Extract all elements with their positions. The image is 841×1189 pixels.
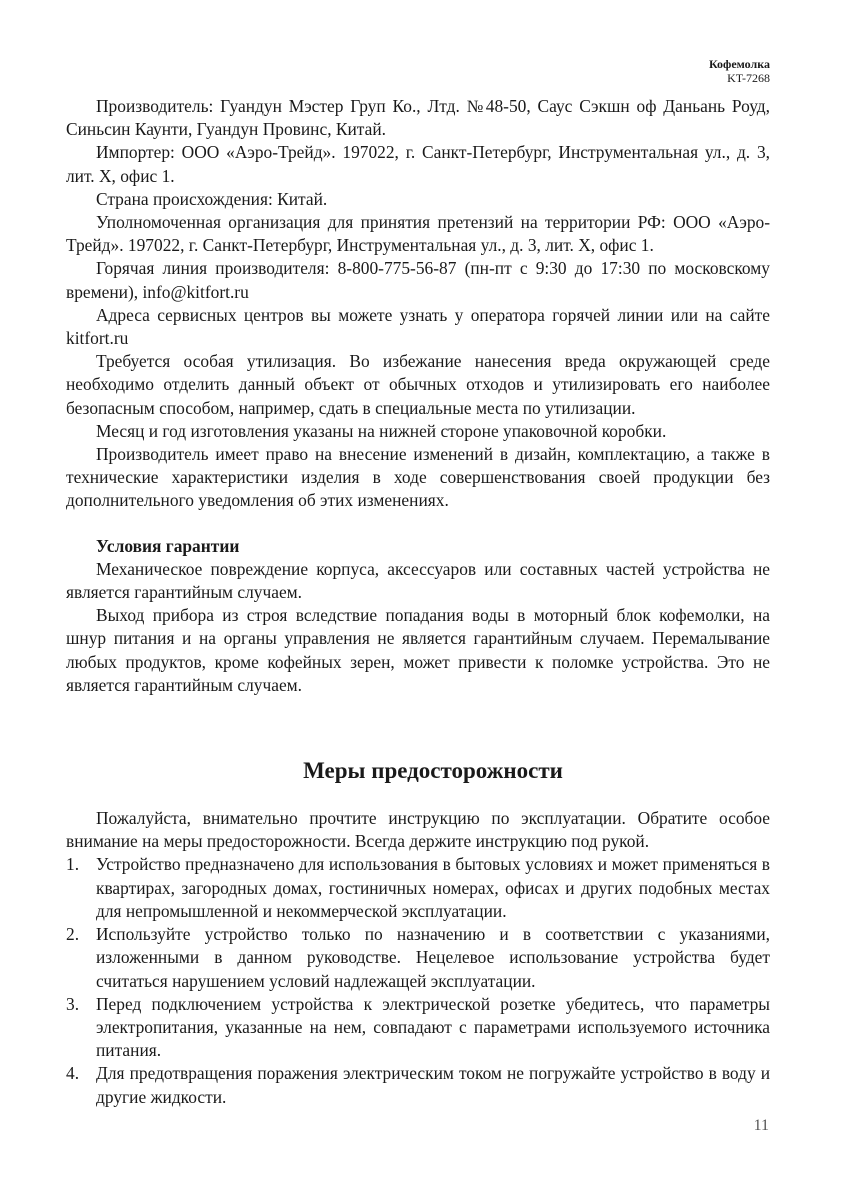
service-centers-paragraph: Адреса сервисных центров вы можете узнать у оператора горячей линии или на сайте kitfort.ru bbox=[66, 304, 770, 349]
list-item-number: 4. bbox=[66, 1063, 80, 1084]
warranty-title: Условия гарантии bbox=[96, 535, 240, 556]
page-number: 11 bbox=[753, 1117, 769, 1134]
header-model-number: KT-7268 bbox=[727, 71, 770, 85]
warranty-paragraph: Выход прибора из строя вследствие попадания воды в моторный блок кофемолки, на шнур питания и на органы управления не является гарантийным случаем. Перемалывание любых продуктов, кроме кофейных зерен, может привести к поломке устройства. Это не является гарантийным случаем. bbox=[66, 605, 770, 695]
importer-paragraph: Импортер: ООО «Аэро-Трейд». 197022, г. Санкт-Петербург, Инструментальная ул., д. 3, лит. Х, офис 1. bbox=[66, 142, 770, 186]
list-item bbox=[66, 853, 770, 923]
changes-notice-paragraph: Производитель имеет право на внесение изменений в дизайн, комплектацию, а также в технические характеристики изделия в ходе совершенствования своей продукции без дополнительного уведомления об этих изменениях. bbox=[66, 444, 770, 511]
safety-intro-paragraph: Пожалуйста, внимательно прочтите инструкцию по эксплуатации. Обратите особое внимание на меры предосторожности. Всегда держите инструкцию под рукой. bbox=[66, 808, 770, 852]
list-item bbox=[66, 923, 770, 993]
list-item-text: Перед подключением устройства к электрической розетке убедитесь, что параметры электропитания, указанные на нем, совпадают с параметрами используемого источника питания. bbox=[96, 993, 770, 1061]
list-item-text: Используйте устройство только по назначению и в соответствии с указаниями, изложенными в данном руководстве. Нецелевое использование устройства будет считаться нарушением условий надлежащей эксплуатации. bbox=[96, 924, 770, 991]
running-header bbox=[709, 57, 770, 85]
list-item bbox=[66, 1062, 770, 1108]
hotline-paragraph: Горячая линия производителя: 8-800-775-56-87 (пн-пт с 9:30 до 17:30 по московскому времени), info@kitfort.ru bbox=[66, 258, 770, 302]
safety-title: Меры предосторожности bbox=[303, 758, 563, 784]
disposal-paragraph: Требуется особая утилизация. Во избежание нанесения вреда окружающей среде необходимо отделить данный объект от обычных отходов и утилизировать его наиболее безопасным способом, например, сдать в специальные места по утилизации. bbox=[66, 351, 770, 418]
claims-organization-paragraph: Уполномоченная организация для принятия претензий на территории РФ: ООО «Аэро-Трейд». 197022, г. Санкт-Петербург, Инструментальная ул., д. 3, лит. Х, офис 1. bbox=[66, 212, 770, 256]
header-product-name: Кофемолка bbox=[708, 57, 770, 71]
list-item-number: 2. bbox=[66, 924, 80, 945]
origin-paragraph: Страна происхождения: Китай. bbox=[96, 188, 328, 209]
manufacture-date-paragraph: Месяц и год изготовления указаны на нижней стороне упаковочной коробки. bbox=[96, 420, 667, 441]
list-item-number: 1. bbox=[66, 854, 80, 875]
list-item-text: Для предотвращения поражения электрическим током не погружайте устройство в воду и другие жидкости. bbox=[96, 1063, 770, 1107]
manufacturer-paragraph: Производитель: Гуандун Мэстер Груп Ко., Лтд. №48-50, Саус Сэкшн оф Даньань Роуд, Синьсин Каунти, Гуандун Провинс, Китай. bbox=[66, 96, 770, 140]
list-item bbox=[66, 993, 770, 1063]
safety-rules-list bbox=[66, 853, 770, 1108]
page-body bbox=[66, 95, 770, 1109]
list-item-number: 3. bbox=[66, 993, 80, 1014]
warranty-paragraph: Механическое повреждение корпуса, аксессуаров или составных частей устройства не является гарантийным случаем. bbox=[66, 558, 770, 603]
list-item-text: Устройство предназначено для использования в бытовых условиях и может применяться в квартирах, загородных домах, гостиничных номерах, офисах и других подобных местах для непромышленной и некоммерческой эксплуатации. bbox=[96, 854, 770, 921]
